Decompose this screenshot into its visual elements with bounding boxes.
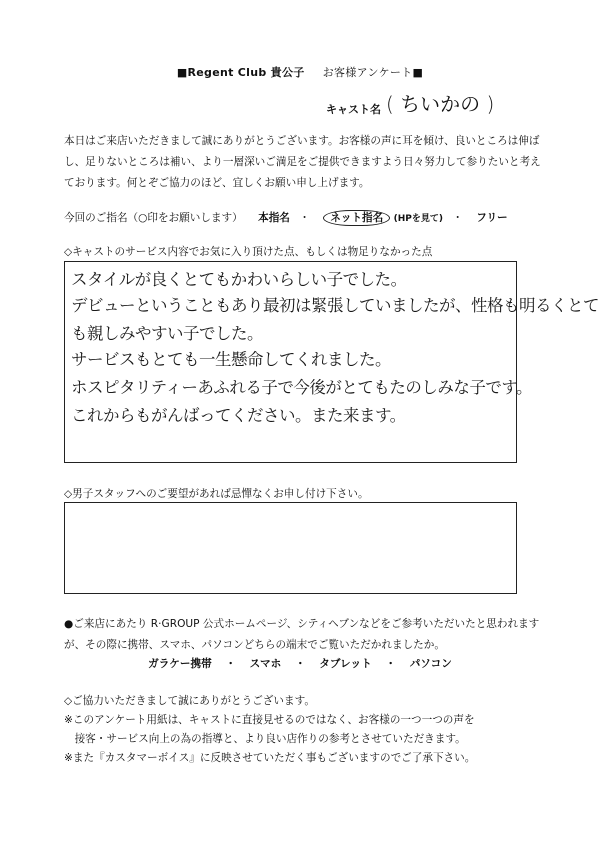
cast-service-response-box[interactable] (64, 261, 599, 463)
nomination-row (64, 210, 508, 225)
title-survey: お客様アンケート■ (322, 66, 424, 79)
cast-name-value[interactable]: ( ちいかの ) (386, 92, 495, 116)
survey-title (0, 64, 600, 80)
nomination-prompt: 今回のご指名（○印をお願いします） (64, 212, 243, 224)
footer-note-2: ※また『カスタマーボイス』に反映させていただく事もございますのでご了承下さい。 (64, 752, 476, 764)
intro-text: 本日はご来店いただきまして誠にありがとうございます。お客様の声に耳を傾け、良いところは伸ばし、足りないところは補い、より一層深いご満足をご提供できますよう日々努力して参りたいと考えております。何とぞご協力のほど、宜しくお願い申し上げます。 (64, 135, 541, 189)
device-option-pc[interactable]: パソコン (409, 658, 452, 670)
footer-note-1: ※このアンケート用紙は、キャストに直接見せるのではなく、お客様の一つ一つの声を (64, 714, 475, 726)
handwritten-line: サービスもとても一生懸命してくれました。 (71, 350, 391, 369)
device-options (0, 656, 600, 671)
handwritten-line: も親しみやすい子でした。 (71, 324, 263, 343)
device-separator: ・ (225, 658, 236, 670)
device-separator: ・ (294, 658, 306, 670)
staff-request-heading: ◇男子スタッフへのご要望があれば忌憚なくお申し付け下さい。 (64, 488, 369, 500)
handwritten-line: スタイルが良くとてもかわいらしい子でした。 (71, 270, 407, 289)
nomination-option-main[interactable]: 本指名 (258, 212, 290, 224)
footer-thanks: ◇ご協力いただきまして誠にありがとうございます。 (64, 695, 315, 707)
device-separator: ・ (385, 658, 396, 670)
nomination-option-net-note: (HPを見て) (393, 214, 443, 224)
device-option-smartphone[interactable]: スマホ (249, 658, 282, 670)
handwritten-line: これからもがんばってください。また来ます。 (71, 406, 406, 425)
hp-question: ●ご来店にあたり R·GROUP 公式ホームページ、シティヘブンなどをご参考いただいたと思われますが、その際に携帯、スマホ、パソコンどちらの端末でご覧いただかれましたか。 (64, 618, 540, 651)
footer-note-1-cont: 接客・サービス向上の為の指導と、より良い店作りの参考とさせていただきます。 (64, 733, 466, 745)
footer-notes (64, 692, 544, 768)
cast-service-heading: ◇キャストのサービス内容でお気に入り頂けた点、もしくは物足りなかった点 (64, 246, 433, 258)
device-option-feature-phone[interactable]: ガラケー携帯 (148, 658, 212, 670)
nomination-separator: ・ (299, 212, 310, 224)
handwritten-line: ホスピタリティーあふれる子で今後がとてもたのしみな子です。 (71, 378, 533, 397)
device-option-tablet[interactable]: タブレット (319, 658, 372, 670)
nomination-option-net-circled[interactable]: ネット指名 (323, 210, 390, 226)
nomination-separator: ・ (452, 212, 463, 224)
title-club: ■Regent Club 貴公子 (176, 66, 305, 79)
nomination-option-free[interactable]: フリー (476, 212, 508, 224)
staff-request-response-box[interactable] (64, 502, 517, 594)
cast-name-label: キャスト名 (326, 103, 381, 116)
handwritten-line: デビューということもあり最初は緊張していましたが、性格も明るくとて (71, 296, 599, 315)
